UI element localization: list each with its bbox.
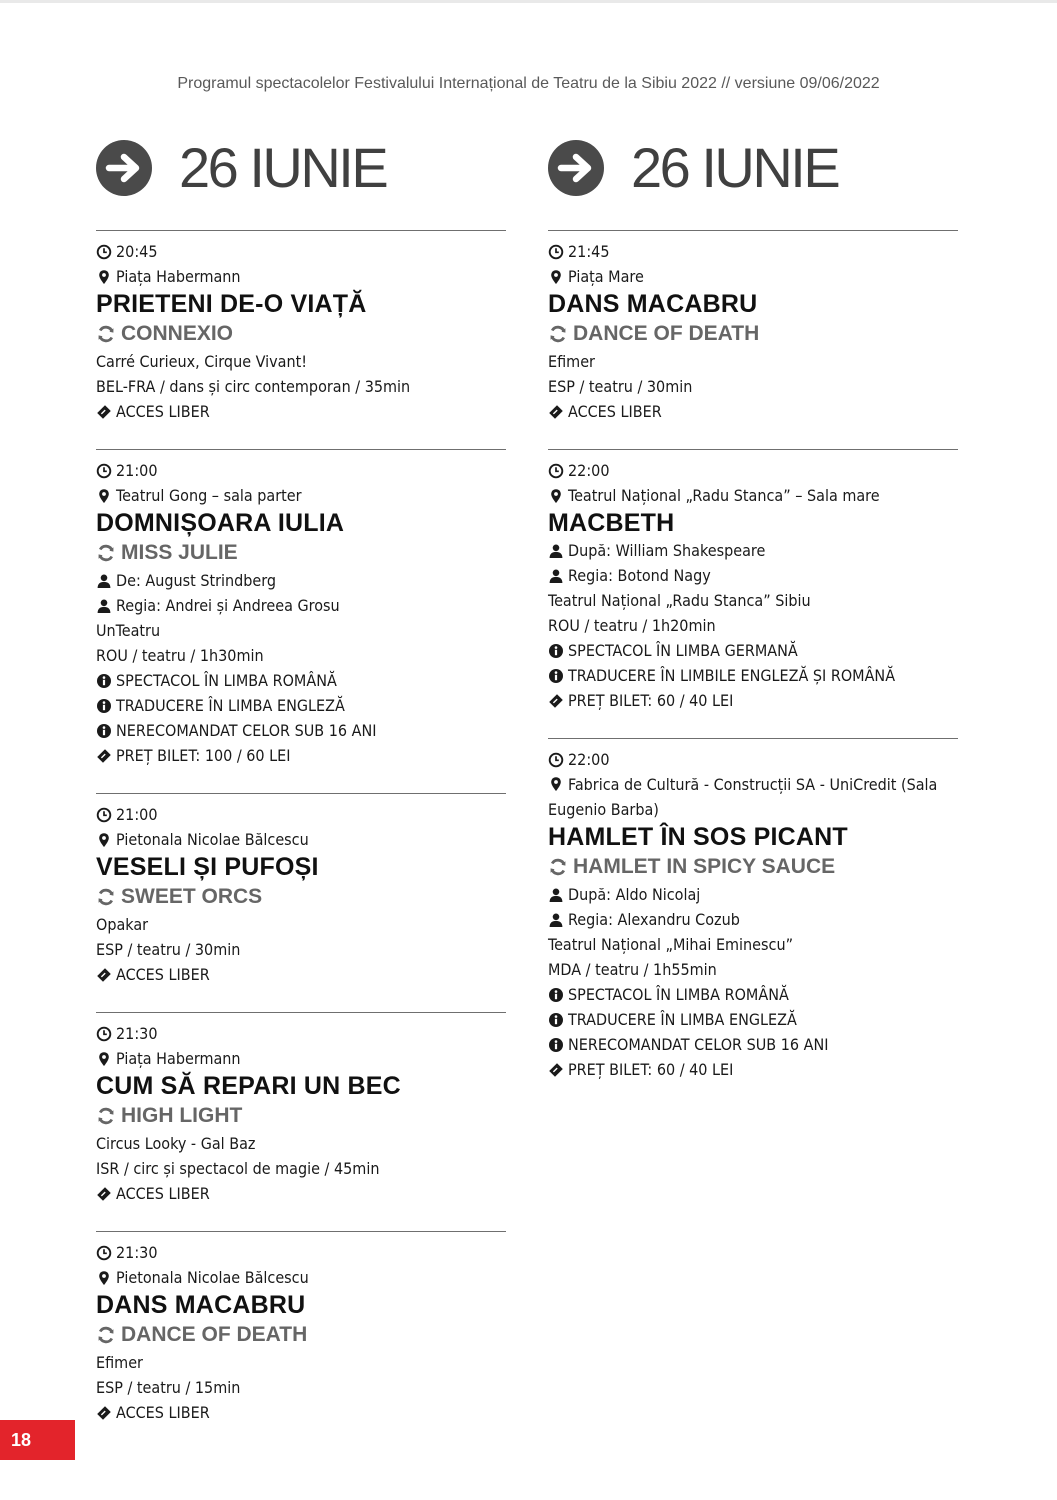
event-ticket bbox=[96, 743, 506, 768]
event-english-title-text: HAMLET IN SPICY SAUCE bbox=[573, 855, 836, 878]
event-company bbox=[96, 912, 506, 937]
event-english-title-text: SWEET ORCS bbox=[121, 885, 263, 908]
event-info-text: NERECOMANDAT CELOR SUB 16 ANI bbox=[116, 721, 377, 740]
event-ticket-text: PREȚ BILET: 60 / 40 LEI bbox=[568, 1060, 734, 1079]
info-circle-icon bbox=[548, 1037, 564, 1053]
page-number: 18 bbox=[0, 1420, 75, 1460]
event-ticket-text: ACCES LIBER bbox=[116, 402, 210, 421]
refresh-icon bbox=[96, 887, 116, 907]
event-info-text: TRADUCERE ÎN LIMBA ENGLEZĂ bbox=[568, 1010, 797, 1029]
clock-icon bbox=[96, 807, 112, 823]
event-title: VESELI ȘI PUFOȘI bbox=[96, 853, 319, 881]
refresh-icon bbox=[96, 1325, 116, 1345]
event-details bbox=[96, 1375, 506, 1400]
event-info bbox=[548, 663, 958, 688]
event-credit bbox=[548, 882, 958, 907]
event-entry bbox=[548, 230, 958, 424]
event-ticket bbox=[548, 688, 958, 713]
event-company bbox=[96, 1131, 506, 1156]
map-pin-icon bbox=[96, 269, 112, 285]
event-time bbox=[548, 458, 958, 483]
event-entry bbox=[96, 793, 506, 987]
event-entry bbox=[96, 230, 506, 424]
info-circle-icon bbox=[96, 723, 112, 739]
event-ticket bbox=[96, 1400, 506, 1425]
event-location bbox=[96, 483, 506, 508]
ticket-icon bbox=[96, 748, 112, 764]
event-time bbox=[96, 458, 506, 483]
event-location bbox=[96, 827, 506, 852]
event-info-text: SPECTACOL ÎN LIMBA ROMÂNĂ bbox=[116, 671, 337, 690]
event-time bbox=[96, 1240, 506, 1265]
event-ticket bbox=[96, 1181, 506, 1206]
event-time bbox=[96, 239, 506, 264]
event-english-title bbox=[96, 538, 506, 568]
event-english-title bbox=[548, 852, 958, 882]
event-credit-text: De: August Strindberg bbox=[116, 571, 277, 590]
map-pin-icon bbox=[548, 269, 564, 285]
event-company bbox=[96, 1350, 506, 1375]
event-credit-text: După: William Shakespeare bbox=[568, 541, 766, 560]
info-circle-icon bbox=[548, 643, 564, 659]
event-credit bbox=[548, 907, 958, 932]
map-pin-icon bbox=[96, 832, 112, 848]
map-pin-icon bbox=[548, 488, 564, 504]
event-details-text: ISR / circ și spectacol de magie / 45min bbox=[96, 1159, 380, 1178]
event-details bbox=[96, 1156, 506, 1181]
ticket-icon bbox=[96, 404, 112, 420]
event-info-text: SPECTACOL ÎN LIMBA GERMANĂ bbox=[568, 641, 798, 660]
info-circle-icon bbox=[548, 1012, 564, 1028]
ticket-icon bbox=[96, 967, 112, 983]
event-credit-text: După: Aldo Nicolaj bbox=[568, 885, 701, 904]
event-english-title-text: HIGH LIGHT bbox=[121, 1104, 243, 1127]
event-location-text: Fabrica de Cultură - Construcții SA - UniCredit (Sala Eugenio Barba) bbox=[548, 775, 938, 819]
event-entry bbox=[96, 1231, 506, 1425]
event-credit bbox=[548, 538, 958, 563]
event-credit bbox=[548, 563, 958, 588]
ticket-icon bbox=[548, 1062, 564, 1078]
map-pin-icon bbox=[96, 1270, 112, 1286]
event-title: DANS MACABRU bbox=[96, 1291, 306, 1319]
event-time-text: 21:45 bbox=[568, 242, 610, 261]
info-circle-icon bbox=[96, 698, 112, 714]
event-location bbox=[96, 264, 506, 289]
arrow-right-circle-icon bbox=[548, 140, 604, 196]
event-location-text: Pietonala Nicolae Bălcescu bbox=[116, 830, 309, 849]
event-ticket-text: PREȚ BILET: 100 / 60 LEI bbox=[116, 746, 291, 765]
clock-icon bbox=[548, 244, 564, 260]
event-title: DANS MACABRU bbox=[548, 290, 758, 318]
ticket-icon bbox=[96, 1405, 112, 1421]
event-ticket bbox=[96, 399, 506, 424]
refresh-icon bbox=[548, 857, 568, 877]
info-circle-icon bbox=[96, 673, 112, 689]
event-details-text: ESP / teatru / 30min bbox=[548, 377, 693, 396]
document-header: Programul spectacolelor Festivalului Internațional de Teatru de la Sibiu 2022 // versiune 09/06/2022 bbox=[177, 75, 880, 92]
event-location bbox=[548, 483, 958, 508]
event-details-text: BEL-FRA / dans și circ contemporan / 35min bbox=[96, 377, 411, 396]
event-info bbox=[96, 668, 506, 693]
event-time-text: 21:00 bbox=[116, 461, 158, 480]
schedule-column-right bbox=[548, 135, 958, 1107]
event-details-text: MDA / teatru / 1h55min bbox=[548, 960, 717, 979]
refresh-icon bbox=[96, 324, 116, 344]
day-title: 26 IUNIE bbox=[179, 136, 387, 199]
event-entry bbox=[548, 449, 958, 713]
event-details-text: ESP / teatru / 30min bbox=[96, 940, 241, 959]
event-title: PRIETENI DE-O VIAȚĂ bbox=[96, 290, 367, 318]
event-credit bbox=[96, 593, 506, 618]
refresh-icon bbox=[96, 543, 116, 563]
event-location-text: Teatrul Gong – sala parter bbox=[116, 486, 302, 505]
event-location-text: Piața Habermann bbox=[116, 1049, 241, 1068]
event-english-title bbox=[96, 319, 506, 349]
clock-icon bbox=[548, 752, 564, 768]
day-heading bbox=[548, 135, 958, 201]
map-pin-icon bbox=[548, 776, 564, 792]
event-english-title bbox=[96, 882, 506, 912]
map-pin-icon bbox=[96, 1051, 112, 1067]
event-company bbox=[96, 618, 506, 643]
event-ticket-text: PREȚ BILET: 60 / 40 LEI bbox=[568, 691, 734, 710]
top-border bbox=[0, 0, 1057, 3]
event-location bbox=[548, 772, 958, 822]
event-info-text: TRADUCERE ÎN LIMBA ENGLEZĂ bbox=[116, 696, 345, 715]
event-location-text: Piața Habermann bbox=[116, 267, 241, 286]
event-english-title-text: CONNEXIO bbox=[121, 322, 234, 345]
event-details bbox=[548, 957, 958, 982]
event-title: DOMNIȘOARA IULIA bbox=[96, 509, 345, 537]
event-details-text: ROU / teatru / 1h20min bbox=[548, 616, 716, 635]
event-entry bbox=[548, 738, 958, 1082]
event-details-text: ROU / teatru / 1h30min bbox=[96, 646, 264, 665]
ticket-icon bbox=[548, 404, 564, 420]
user-icon bbox=[548, 543, 564, 559]
event-english-title bbox=[548, 319, 958, 349]
event-details-text: ESP / teatru / 15min bbox=[96, 1378, 241, 1397]
arrow-right-circle-icon bbox=[96, 140, 152, 196]
clock-icon bbox=[96, 1245, 112, 1261]
schedule-column-left bbox=[96, 135, 506, 1450]
event-company-text: Carré Curieux, Cirque Vivant! bbox=[96, 352, 307, 371]
user-icon bbox=[96, 573, 112, 589]
event-company-text: Efimer bbox=[548, 352, 595, 371]
event-details bbox=[96, 374, 506, 399]
user-icon bbox=[96, 598, 112, 614]
map-pin-icon bbox=[96, 488, 112, 504]
info-circle-icon bbox=[548, 668, 564, 684]
event-time-text: 21:30 bbox=[116, 1024, 158, 1043]
event-credit-text: Regia: Andrei și Andreea Grosu bbox=[116, 596, 340, 615]
event-info-text: TRADUCERE ÎN LIMBILE ENGLEZĂ ȘI ROMÂNĂ bbox=[568, 666, 896, 685]
event-time bbox=[96, 802, 506, 827]
user-icon bbox=[548, 912, 564, 928]
event-location bbox=[96, 1046, 506, 1071]
clock-icon bbox=[96, 244, 112, 260]
event-entry bbox=[96, 449, 506, 768]
event-english-title bbox=[96, 1320, 506, 1350]
event-credit bbox=[96, 568, 506, 593]
event-info bbox=[548, 1007, 958, 1032]
event-time bbox=[548, 747, 958, 772]
clock-icon bbox=[548, 463, 564, 479]
event-info bbox=[548, 982, 958, 1007]
event-location bbox=[548, 264, 958, 289]
event-details bbox=[96, 937, 506, 962]
event-location bbox=[96, 1265, 506, 1290]
event-info bbox=[548, 1032, 958, 1057]
event-ticket bbox=[548, 1057, 958, 1082]
event-location-text: Piața Mare bbox=[568, 267, 644, 286]
day-title: 26 IUNIE bbox=[631, 136, 839, 199]
event-info-text: NERECOMANDAT CELOR SUB 16 ANI bbox=[568, 1035, 829, 1054]
event-ticket-text: ACCES LIBER bbox=[568, 402, 662, 421]
ticket-icon bbox=[548, 693, 564, 709]
event-time-text: 21:30 bbox=[116, 1243, 158, 1262]
event-info bbox=[548, 638, 958, 663]
event-info bbox=[96, 718, 506, 743]
event-company-text: Teatrul Național „Radu Stanca” Sibiu bbox=[548, 591, 811, 610]
event-ticket bbox=[96, 962, 506, 987]
ticket-icon bbox=[96, 1186, 112, 1202]
event-location-text: Pietonala Nicolae Bălcescu bbox=[116, 1268, 309, 1287]
event-credit-text: Regia: Alexandru Cozub bbox=[568, 910, 740, 929]
event-english-title bbox=[96, 1101, 506, 1131]
day-heading bbox=[96, 135, 506, 201]
user-icon bbox=[548, 568, 564, 584]
event-company bbox=[548, 349, 958, 374]
info-circle-icon bbox=[548, 987, 564, 1003]
event-info bbox=[96, 693, 506, 718]
event-time-text: 22:00 bbox=[568, 461, 610, 480]
event-time bbox=[548, 239, 958, 264]
event-credit-text: Regia: Botond Nagy bbox=[568, 566, 711, 585]
event-entry bbox=[96, 1012, 506, 1206]
event-company-text: Teatrul Național „Mihai Eminescu” bbox=[548, 935, 794, 954]
event-location-text: Teatrul Național „Radu Stanca” – Sala mare bbox=[568, 486, 880, 505]
event-company bbox=[96, 349, 506, 374]
event-company bbox=[548, 588, 958, 613]
event-english-title-text: DANCE OF DEATH bbox=[573, 322, 760, 345]
refresh-icon bbox=[96, 1106, 116, 1126]
event-company bbox=[548, 932, 958, 957]
refresh-icon bbox=[548, 324, 568, 344]
event-time-text: 21:00 bbox=[116, 805, 158, 824]
event-company-text: Efimer bbox=[96, 1353, 143, 1372]
event-company-text: UnTeatru bbox=[96, 621, 161, 640]
event-info-text: SPECTACOL ÎN LIMBA ROMÂNĂ bbox=[568, 985, 789, 1004]
event-title: CUM SĂ REPARI UN BEC bbox=[96, 1072, 401, 1100]
event-details bbox=[96, 643, 506, 668]
event-english-title-text: DANCE OF DEATH bbox=[121, 1323, 308, 1346]
event-ticket-text: ACCES LIBER bbox=[116, 1403, 210, 1422]
event-ticket-text: ACCES LIBER bbox=[116, 1184, 210, 1203]
clock-icon bbox=[96, 463, 112, 479]
event-english-title-text: MISS JULIE bbox=[121, 541, 238, 564]
event-company-text: Circus Looky - Gal Baz bbox=[96, 1134, 256, 1153]
event-time-text: 20:45 bbox=[116, 242, 158, 261]
clock-icon bbox=[96, 1026, 112, 1042]
event-details bbox=[548, 613, 958, 638]
event-ticket-text: ACCES LIBER bbox=[116, 965, 210, 984]
event-details bbox=[548, 374, 958, 399]
event-company-text: Opakar bbox=[96, 915, 149, 934]
event-title: HAMLET ÎN SOS PICANT bbox=[548, 823, 848, 851]
event-time bbox=[96, 1021, 506, 1046]
event-ticket bbox=[548, 399, 958, 424]
event-time-text: 22:00 bbox=[568, 750, 610, 769]
event-title: MACBETH bbox=[548, 509, 675, 537]
user-icon bbox=[548, 887, 564, 903]
